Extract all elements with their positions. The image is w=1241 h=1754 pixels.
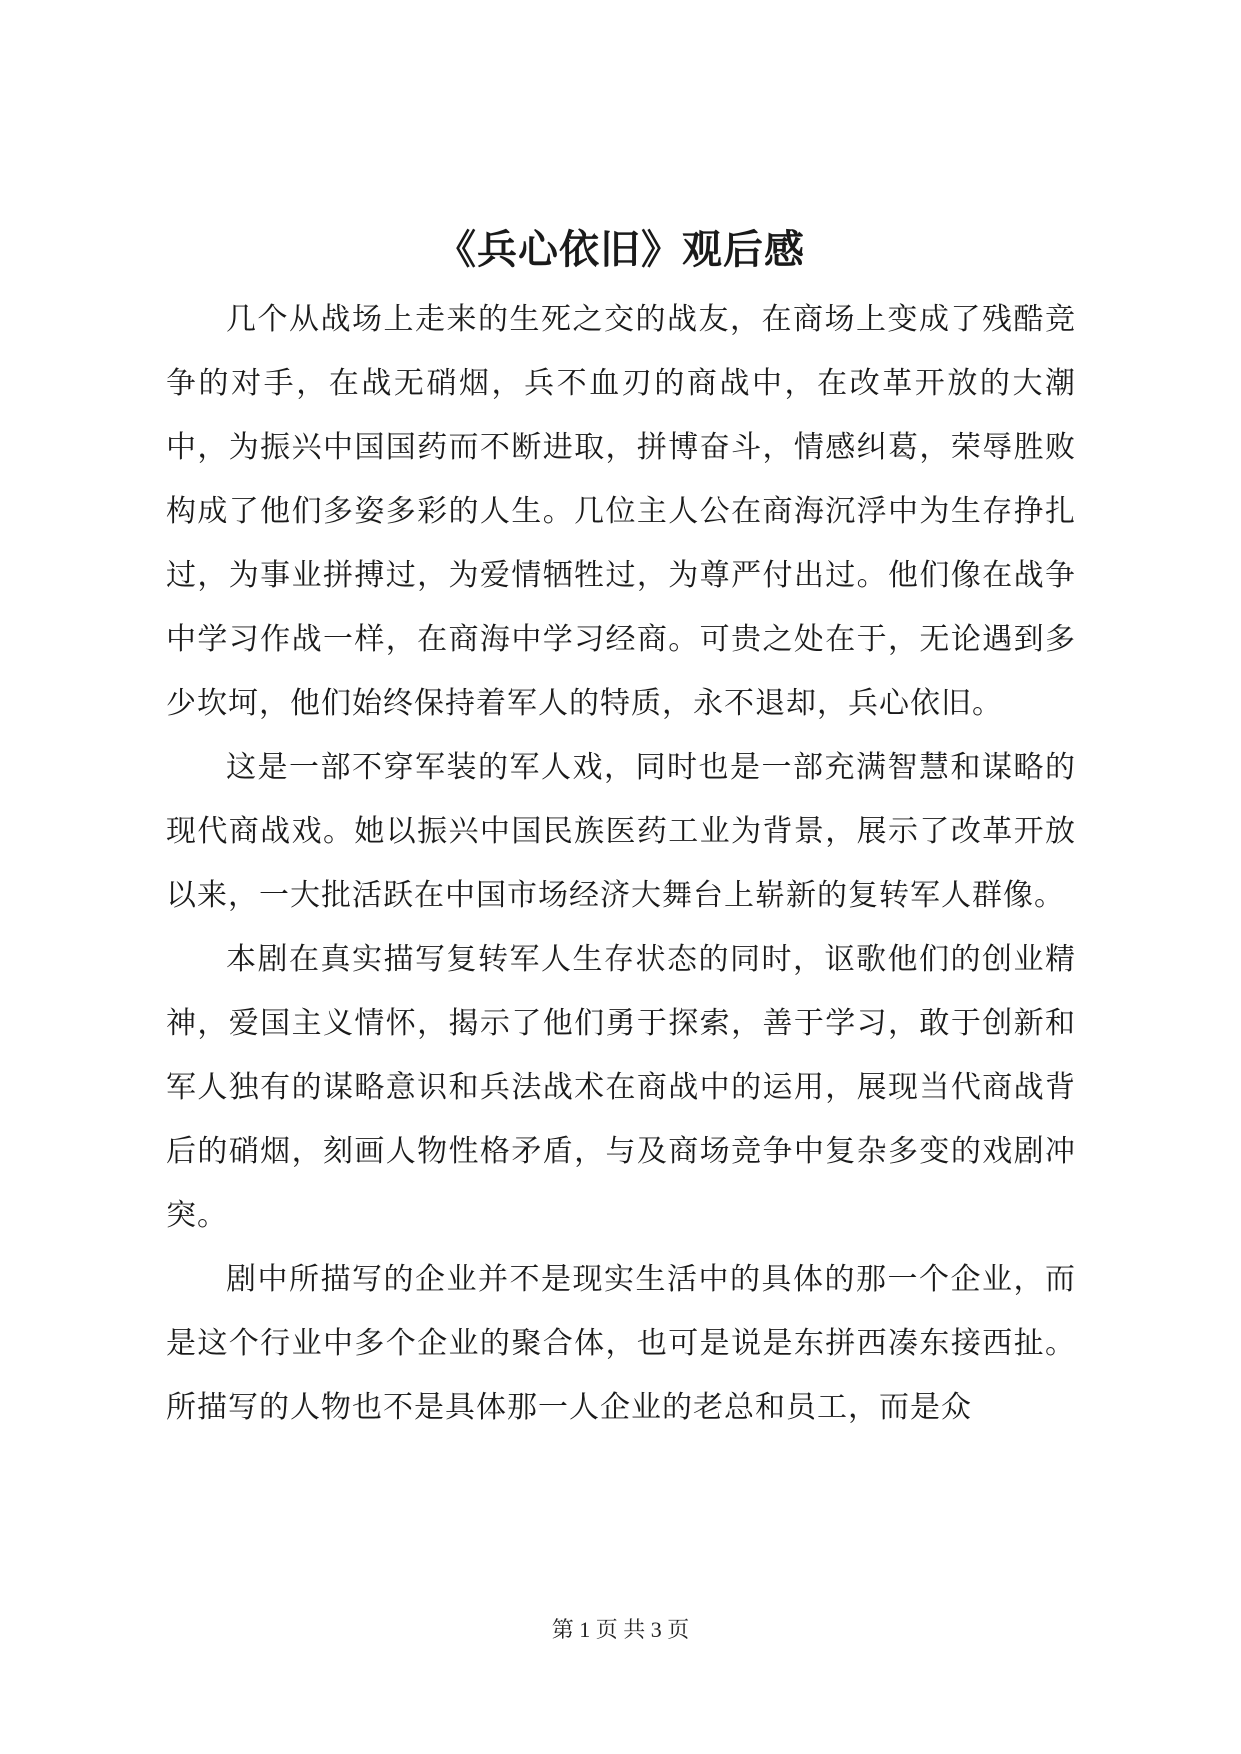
paragraph-1: 几个从战场上走来的生死之交的战友，在商场上变成了残酷竞争的对手，在战无硝烟，兵不血刃的商战中，在改革开放的大潮中，为振兴中国国药而不断进取，拼博奋斗，情感纠葛，荣辱胜败构成了他们多姿多彩的人生。几位主人公在商海沉浮中为生存挣扎过，为事业拼搏过，为爱情牺牲过，为尊严付出过。他们像在战争中学习作战一样，在商海中学习经商。可贵之处在于，无论遇到多少坎坷，他们始终保持着军人的特质，永不退却，兵心依旧。 [166, 302, 1076, 721]
paragraph-3: 本剧在真实描写复转军人生存状态的同时，讴歌他们的创业精神，爱国主义情怀，揭示了他们勇于探索，善于学习，敢于创新和军人独有的谋略意识和兵法战术在商战中的运用，展现当代商战背后的硝烟，刻画人物性格矛盾，与及商场竞争中复杂多变的戏剧冲突。 [166, 942, 1076, 1233]
paragraph-2: 这是一部不穿军装的军人戏，同时也是一部充满智慧和谋略的现代商战戏。她以振兴中国民族医药工业为背景，展示了改革开放以来，一大批活跃在中国市场经济大舞台上崭新的复转军人群像。 [166, 750, 1076, 913]
paragraph-4: 剧中所描写的企业并不是现实生活中的具体的那一个企业，而是这个行业中多个企业的聚合体，也可是说是东拼西凑东接西扯。所描写的人物也不是具体那一人企业的老总和员工，而是众 [166, 1262, 1076, 1425]
page-number-footer: 第 1 页 共 3 页 [551, 1617, 690, 1642]
document-title: 《兵心依旧》观后感 [436, 226, 805, 273]
document-body [166, 288, 1076, 1440]
